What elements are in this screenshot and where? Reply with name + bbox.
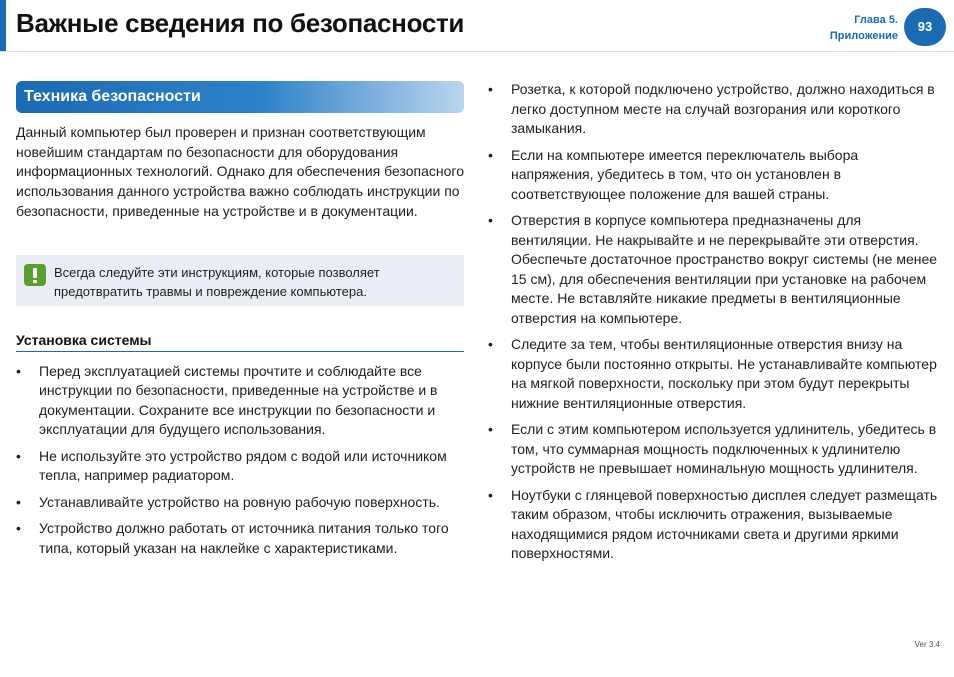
- chapter-number: Глава 5.: [854, 14, 898, 26]
- list-item: • Розетка, к которой подключено устройство, должно находиться в легко доступном месте на случай возгорания или короткого замыкания.: [488, 80, 938, 139]
- list-item: • Если с этим компьютером используется удлинитель, убедитесь в том, что суммарная мощность подключенных к удлинителю устройств не превышает номинальную мощность удлинителя.: [488, 420, 938, 479]
- installation-list: [16, 362, 464, 559]
- list-item: • Следите за тем, чтобы вентиляционные отверстия внизу на корпусе были постоянно открыты. Не устанавливайте компьютер на мягкой поверхности, поскольку при этом будут перекрыты нижние вентиляционные отверстия.: [488, 335, 938, 413]
- list-item: • Отверстия в корпусе компьютера предназначены для вентиляции. Не накрывайте и не перекрывайте эти отверстия. Обеспечьте достаточное пространство вокруг системы (не менее 15 см), для обеспечения вентиляции при установке на рабочем месте. Не вставляйте никакие предметы в вентиляционные отверстия на компьютере.: [488, 211, 938, 328]
- intro-paragraph: Данный компьютер был проверен и признан соответствующим новейшим стандартам по безопасности для оборудования информационных технологий. Однако для обеспечения безопасного использования данного устройства важно соблюдать инструкции по безопасности, приведенные на устройстве и в документации.: [16, 124, 465, 219]
- chapter-name: Приложение: [829, 30, 898, 42]
- list-item: • Ноутбуки с глянцевой поверхностью дисплея следует размещать таким образом, чтобы исключить отражения, вызываемые находящимися рядом источниками света и другими яркими поверхностями.: [488, 486, 938, 564]
- right-column: [488, 80, 938, 571]
- header-divider: [0, 51, 954, 52]
- warning-exclamation-icon: [24, 264, 46, 286]
- section-title-safety: Техника безопасности: [16, 81, 464, 113]
- note-box: [16, 255, 464, 306]
- list-item: • Перед эксплуатацией системы прочтите и соблюдайте все инструкции по безопасности, приведенные на устройстве и в документации. Сохраните все инструкции по безопасности и эксплуатации для будущего использования.: [16, 362, 464, 440]
- list-item: • Устанавливайте устройство на ровную рабочую поверхность.: [16, 493, 464, 513]
- subsection-title-installation: Установка системы: [16, 332, 464, 352]
- list-item: • Если на компьютере имеется переключатель выбора напряжения, убедитесь в том, что он установлен в соответствующее положение для вашей страны.: [488, 146, 938, 205]
- header-accent-bar: [0, 0, 6, 51]
- left-column: [16, 81, 464, 565]
- chapter-label: [830, 12, 898, 44]
- page-title: Важные сведения по безопасности: [16, 8, 465, 38]
- list-item: • Устройство должно работать от источника питания только того типа, который указан на наклейке с характеристиками.: [16, 519, 464, 558]
- list-item: • Не используйте это устройство рядом с водой или источником тепла, например радиатором.: [16, 447, 464, 486]
- note-text: Всегда следуйте эти инструкциям, которые позволяет предотвратить травмы и повреждение компьютера.: [54, 264, 380, 300]
- version-label: Ver 3.4: [914, 640, 940, 649]
- page-number-badge: 93: [904, 8, 946, 46]
- safety-list: [488, 80, 938, 564]
